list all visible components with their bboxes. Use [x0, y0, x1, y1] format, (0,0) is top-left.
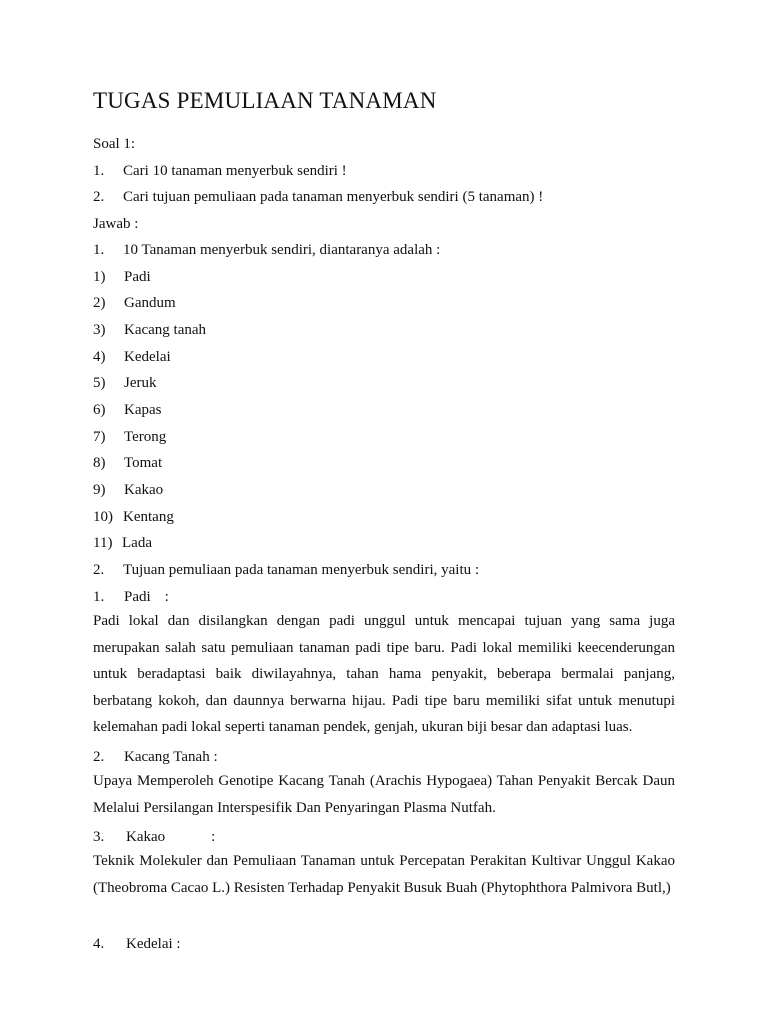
plant-number: 8): [93, 455, 106, 471]
plant-number: 11): [93, 535, 113, 551]
plant-name: Kacang tanah: [124, 322, 207, 338]
plant-number: 5): [93, 375, 106, 391]
section-body: Upaya Memperoleh Genotipe Kacang Tanah (Arachis Hypogaea) Tahan Penyakit Bercak Daun Melalui Persilangan Interspesifik Dan Penyaringan Plasma Nutfah.: [93, 773, 675, 816]
question-text: Cari tujuan pemuliaan pada tanaman menyerbuk sendiri (5 tanaman) !: [123, 189, 544, 205]
answer2-text: Tujuan pemuliaan pada tanaman menyerbuk sendiri, yaitu :: [123, 562, 480, 578]
section-title: Kakao: [126, 829, 166, 845]
answer1-text: 10 Tanaman menyerbuk sendiri, diantaranya adalah :: [123, 242, 441, 258]
section-number: 1.: [93, 589, 105, 605]
question-number: 1.: [93, 163, 105, 179]
plant-number: 9): [93, 482, 106, 498]
plant-name: Tomat: [124, 455, 163, 471]
plant-name: Kedelai: [124, 349, 171, 365]
plant-name: Kentang: [123, 509, 174, 525]
jawab-label: Jawab :: [93, 216, 139, 232]
section-colon: :: [211, 829, 216, 845]
section-title: Kacang Tanah :: [124, 749, 218, 765]
section-number: 4.: [93, 936, 105, 952]
section-number: 3.: [93, 829, 105, 845]
plant-number: 4): [93, 349, 106, 365]
plant-name: Jeruk: [124, 375, 157, 391]
plant-number: 6): [93, 402, 106, 418]
answer2-number: 2.: [93, 562, 105, 578]
section-number: 2.: [93, 749, 105, 765]
section-body: Padi lokal dan disilangkan dengan padi unggul untuk mencapai tujuan yang sama juga merupakan salah satu pemuliaan tanaman padi tipe baru. Padi lokal memiliki keecenderungan untuk beradaptasi baik diwilayahnya, tahan hama penyakit, beberapa bermalai panjang, berbatang kokoh, dan daunnya berwarna hijau. Padi tipe baru memiliki sifat untuk menutupi kelemahan padi lokal seperti tanaman pendek, genjah, ukuran biji besar dan adaptasi luas.: [93, 613, 675, 736]
section-title: Kedelai :: [126, 936, 181, 952]
plant-number: 2): [93, 295, 106, 311]
plant-name: Gandum: [124, 295, 176, 311]
plant-name: Terong: [124, 429, 167, 445]
section-title: Padi: [124, 589, 151, 605]
plant-number: 7): [93, 429, 106, 445]
section-body: Teknik Molekuler dan Pemuliaan Tanaman untuk Percepatan Perakitan Kultivar Unggul Kakao (Theobroma Cacao L.) Resisten Terhadap Penyakit Busuk Buah (Phytophthora Palmivora Butl,): [93, 853, 675, 896]
plant-name: Lada: [122, 535, 152, 551]
plant-name: Kapas: [124, 402, 162, 418]
plant-number: 1): [93, 269, 106, 285]
question-text: Cari 10 tanaman menyerbuk sendiri !: [123, 163, 347, 179]
plant-name: Padi: [124, 269, 151, 285]
document-title: TUGAS PEMULIAAN TANAMAN: [93, 88, 437, 113]
question-number: 2.: [93, 189, 105, 205]
plant-name: Kakao: [124, 482, 164, 498]
answer1-number: 1.: [93, 242, 105, 258]
plant-number: 3): [93, 322, 106, 338]
section-colon: :: [164, 589, 169, 605]
soal-label: Soal 1:: [93, 136, 136, 152]
plant-number: 10): [93, 509, 113, 525]
